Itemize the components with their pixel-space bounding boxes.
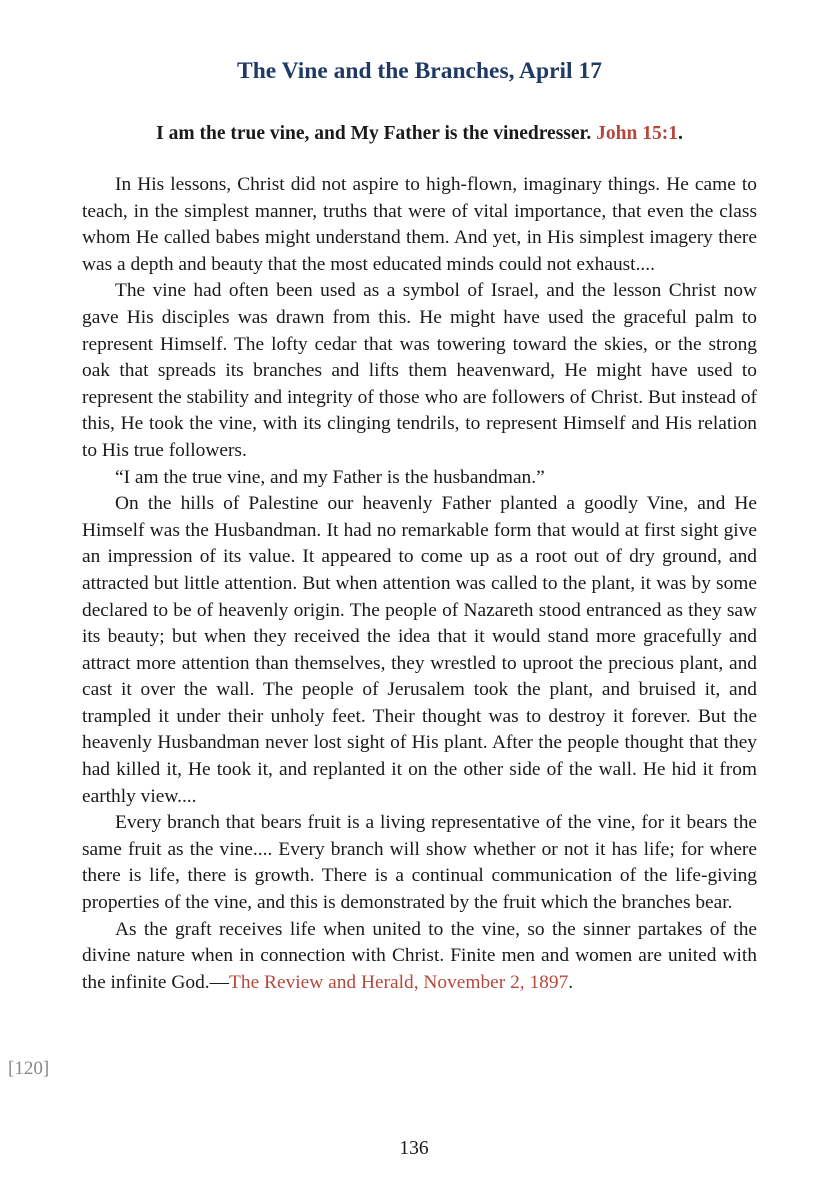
paragraph-5: Every branch that bears fruit is a living representative of the vine, for it bears the same fruit as the vine.... Every branch will show whether or not it has life; for where there is life, there is growth. There is a continual communication of the life-giving properties of the vine, and this is demonstrated by the fruit which the branches bear. xyxy=(82,812,757,914)
epigraph-text: I am the true vine, and My Father is the vinedresser. xyxy=(156,123,592,144)
source-reference-link[interactable]: The Review and Herald, November 2, 1897 xyxy=(229,971,569,993)
body-text xyxy=(82,172,757,996)
epigraph-reference-link[interactable]: John 15:1 xyxy=(596,123,678,144)
paragraph-1: In His lessons, Christ did not aspire to high-flown, imaginary things. He came to teach, in the simplest manner, truths that were of vital importance, that even the class whom He called babes might understand them. And yet, in His simplest imagery there was a depth and beauty that the most educated minds could not exhaust.... xyxy=(82,174,757,275)
page-title: The Vine and the Branches, April 17 xyxy=(237,58,602,84)
epigraph-end: . xyxy=(677,123,683,144)
paragraph-6-text: As the graft receives life when united to the vine, so the sinner partakes of the divine nature when in connection with Christ. Finite men and women are united with the infinite God.— xyxy=(82,918,757,993)
paragraph-3-quote: “I am the true vine, and my Father is the husbandman.” xyxy=(115,466,545,488)
paragraph-6-end: . xyxy=(568,971,574,993)
page-number: 136 xyxy=(399,1138,429,1159)
paragraph-4: On the hills of Palestine our heavenly Father planted a goodly Vine, and He Himself was the Husbandman. It had no remarkable form that would at first sight give an impression of its value. It appeared to come up as a root out of dry ground, and attracted but little attention. But when attention was called to the plant, it was by some declared to be of heavenly origin. The people of Nazareth stood entranced as they saw its beauty; but when they received the idea that it would stand more gracefully and attract more attention than themselves, they wrestled to uproot the precious plant, and cast it over the wall. The people of Jerusalem took the plant, and bruised it, and trampled it under their unholy feet. Their thought was to destroy it forever. But the heavenly Husbandman never lost sight of His plant. After the people thought that they had killed it, He took it, and replanted it on the other side of the wall. He hid it from earthly view.... xyxy=(82,493,757,807)
epigraph xyxy=(82,118,757,150)
paragraph-6 xyxy=(82,917,757,997)
paragraph-2: The vine had often been used as a symbol of Israel, and the lesson Christ now gave His disciples was drawn from this. He might have used the graceful palm to represent Himself. The lofty cedar that was towering toward the skies, or the strong oak that spreads its branches and lifts them heavenward, He might have used to represent the stability and integrity of those who are followers of Christ. But instead of this, He took the vine, with its clinging tendrils, to represent Himself and His relation to His true followers. xyxy=(82,280,757,461)
page xyxy=(82,0,757,1200)
margin-page-marker: [120] xyxy=(8,1058,50,1079)
